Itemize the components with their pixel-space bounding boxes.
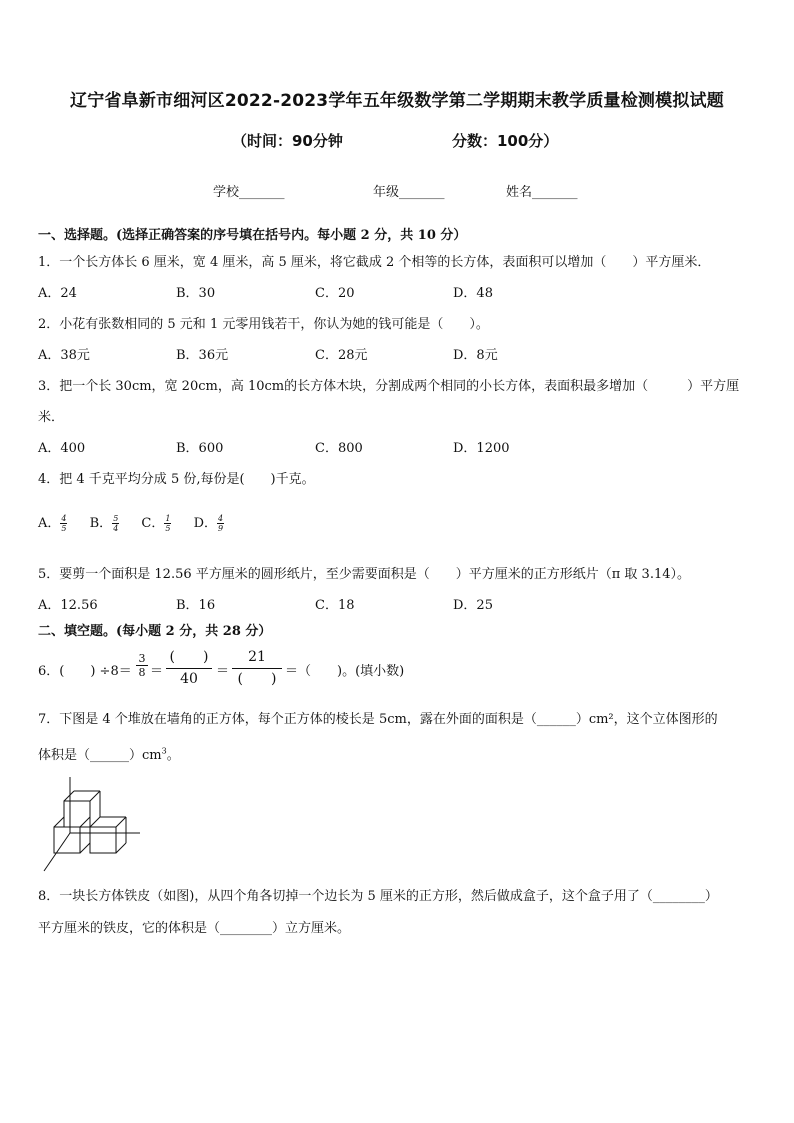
question-8-line1: 8．一块长方体铁皮（如图)，从四个角各切掉一个边长为 5 厘米的正方形，然后做成盒子，这个盒子用了（________） (38, 889, 718, 904)
question-5: 5．要剪一个面积是 12.56 平方厘米的圆形纸片，至少需要面积是（ ）平方厘米的正方形纸片（π 取 3.14）。 (38, 567, 691, 582)
q6-fraction-1: $\frac{3}{8}$ (136, 652, 148, 679)
q3-option-c: C．800 (315, 441, 363, 456)
q6-equals-2: ＝ (216, 664, 230, 679)
q2-option-d: D．8元 (453, 348, 498, 363)
q5-option-d: D．25 (453, 598, 493, 613)
question-3-line1: 3．把一个长 30cm，宽 20cm，高 10cm的长方体木块，分割成两个相同的小长方体，表面积最多增加（ ）平方厘 (38, 379, 740, 394)
q4-option-d: D． $\frac{4}{9}$ (193, 514, 224, 533)
question-2: 2．小花有张数相同的 5 元和 1 元零用钱若干，你认为她的钱可能是（ ）。 (38, 317, 489, 332)
q6-fraction-2: ( ) 40 (166, 647, 212, 690)
question-7-line1: 7．下图是 4 个堆放在墙角的正方体，每个正方体的棱长是 5cm，露在外面的面积是（______）cm²，这个立体图形的 (38, 712, 718, 727)
q6-fraction-3: 21 ( ) (232, 647, 282, 690)
q2-option-a: A．38元 (38, 348, 90, 363)
name-field: 姓名_______ (506, 185, 578, 200)
question-6-prefix: 6．( ) ÷8＝ (38, 664, 132, 679)
q4-option-b: B． $\frac{5}{4}$ (89, 514, 119, 533)
question-7-line2: 体积是$(\_\_\_\_\_\_)cm^3$。 (38, 746, 180, 763)
question-1: 1．一个长方体长 6 厘米，宽 4 厘米，高 5 厘米，将它截成 2 个相等的长方体，表面积可以增加（ ）平方厘米． (38, 255, 711, 270)
question-4: 4．把 4 千克平均分成 5 份,每份是( )千克。 (38, 472, 315, 487)
q1-option-d: D．48 (453, 286, 493, 301)
q1-option-b: B．30 (176, 286, 216, 301)
q5-option-b: B．16 (176, 598, 216, 613)
q6-equals-1: ＝ (150, 664, 164, 679)
q5-option-c: C．18 (315, 598, 355, 613)
q3-option-b: B．600 (176, 441, 224, 456)
cubes-in-corner-figure (42, 775, 147, 875)
q2-option-b: B．36元 (176, 348, 229, 363)
school-field: 学校_______ (213, 185, 285, 200)
section1-heading: 一、选择题。(选择正确答案的序号填在括号内。每小题 2 分，共 10 分） (38, 228, 467, 243)
q2-option-c: C．28元 (315, 348, 368, 363)
q4-options (38, 512, 224, 533)
page-title: 辽宁省阜新市细河区2022-2023学年五年级数学第二学期期末教学质量检测模拟试题 (70, 91, 724, 111)
exam-time: （时间：90分钟 (232, 132, 343, 150)
q3-option-a: A．400 (38, 441, 86, 456)
q6-suffix: ＝（ )。(填小数) (285, 664, 405, 679)
q1-option-c: C．20 (315, 286, 355, 301)
section2-heading: 二、填空题。(每小题 2 分，共 28 分） (38, 624, 272, 639)
q4-option-c: C． $\frac{1}{5}$ (141, 514, 171, 533)
question-3-line2: 米． (38, 410, 65, 425)
q4-option-a: A． $\frac{4}{5}$ (38, 514, 67, 533)
q3-option-d: D．1200 (453, 441, 510, 456)
question-8-line2: 平方厘米的铁皮，它的体积是（________）立方厘米。 (38, 921, 351, 936)
grade-field: 年级_______ (373, 185, 445, 200)
q1-option-a: A．24 (38, 286, 77, 301)
q5-option-a: A．12.56 (38, 598, 98, 613)
exam-score: 分数：100分） (452, 132, 559, 150)
